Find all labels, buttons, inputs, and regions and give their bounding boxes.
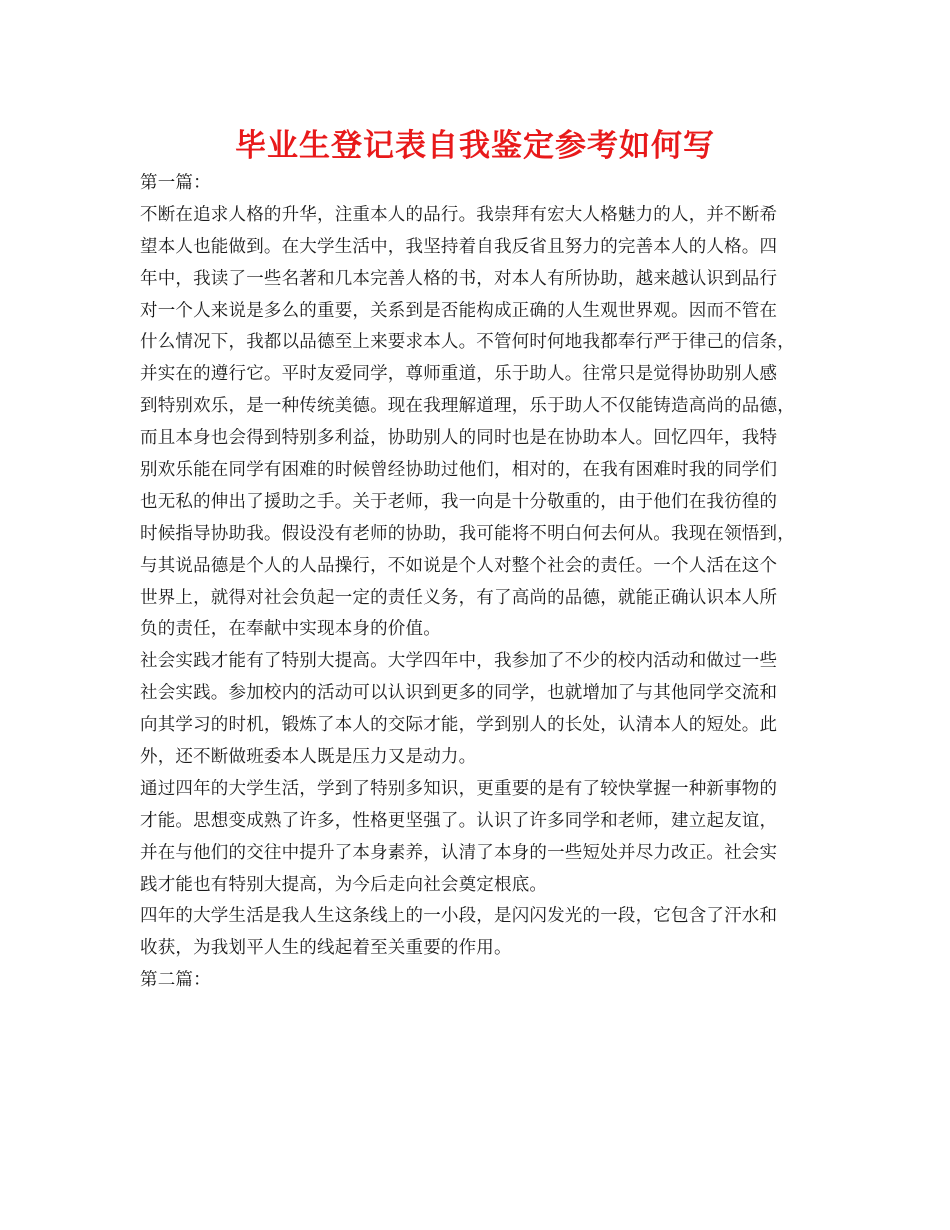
section-heading-second: 第二篇： bbox=[140, 970, 211, 991]
paragraph-line: 世界上，就得对社会负起一定的责任义务，有了高尚的品德，就能正确认识本人所 bbox=[140, 587, 778, 608]
paragraph-line: 践才能也有特别大提高，为今后走向社会奠定根底。 bbox=[140, 874, 548, 895]
paragraph-line: 不断在追求人格的升华，注重本人的品行。我崇拜有宏大人格魅力的人，并不断希 bbox=[140, 204, 778, 225]
section-heading-first: 第一篇： bbox=[140, 173, 211, 193]
paragraph-line: 社会实践。参加校内的活动可以认识到更多的同学，也就增加了与其他同学交流和 bbox=[140, 683, 778, 704]
paragraph-line: 四年的大学生活是我人生这条线上的一小段，是闪闪发光的一段，它包含了汗水和 bbox=[140, 906, 778, 927]
paragraph-line: 负的责任，在奉献中实现本身的价值。 bbox=[140, 619, 441, 640]
paragraph-line: 年中，我读了一些名著和几本完善人格的书，对本人有所协助，越来越认识到品行 bbox=[140, 268, 778, 289]
paragraph-line: 通过四年的大学生活，学到了特别多知识，更重要的是有了较快掌握一种新事物的 bbox=[140, 778, 778, 799]
paragraph-line: 而且本身也会得到特别多利益，协助别人的同时也是在协助本人。回忆四年，我特 bbox=[140, 428, 778, 449]
document-body bbox=[140, 168, 816, 997]
paragraph-line: 并实在的遵行它。平时友爱同学，尊师重道，乐于助人。往常只是觉得协助别人感 bbox=[140, 364, 778, 385]
paragraph-line: 收获，为我划平人生的线起着至关重要的作用。 bbox=[140, 938, 512, 959]
paragraph-line: 什么情况下，我都以品德至上来要求本人。不管何时何地我都奉行严于律己的信条， bbox=[140, 332, 795, 353]
paragraph-line: 对一个人来说是多么的重要，关系到是否能构成正确的人生观世界观。因而不管在 bbox=[140, 300, 778, 321]
paragraph-line: 社会实践才能有了特别大提高。大学四年中，我参加了不少的校内活动和做过一些 bbox=[140, 651, 778, 672]
paragraph-line: 望本人也能做到。在大学生活中，我坚持着自我反省且努力的完善本人的人格。四 bbox=[140, 236, 778, 257]
paragraph-line: 到特别欢乐，是一种传统美德。现在我理解道理，乐于助人不仅能铸造高尚的品德， bbox=[140, 396, 795, 417]
paragraph-line: 与其说品德是个人的人品操行，不如说是个人对整个社会的责任。一个人活在这个 bbox=[140, 555, 778, 576]
paragraph-line: 向其学习的时机，锻炼了本人的交际才能，学到别人的长处，认清本人的短处。此 bbox=[140, 715, 778, 736]
paragraph-line: 外，还不断做班委本人既是压力又是动力。 bbox=[140, 747, 477, 768]
paragraph-line: 也无私的伸出了援助之手。关于老师，我一向是十分敬重的，由于他们在我彷徨的 bbox=[140, 491, 778, 512]
paragraph-line: 并在与他们的交往中提升了本身素养，认清了本身的一些短处并尽力改正。社会实 bbox=[140, 842, 778, 863]
paragraph-line: 才能。思想变成熟了许多，性格更坚强了。认识了许多同学和老师，建立起友谊， bbox=[140, 810, 778, 831]
paragraph-line: 别欢乐能在同学有困难的时候曾经协助过他们，相对的，在我有困难时我的同学们 bbox=[140, 460, 778, 481]
document-title: 毕业生登记表自我鉴定参考如何写 bbox=[235, 128, 715, 164]
paragraph-line: 时候指导协助我。假设没有老师的协助，我可能将不明白何去何从。我现在领悟到， bbox=[140, 523, 795, 544]
